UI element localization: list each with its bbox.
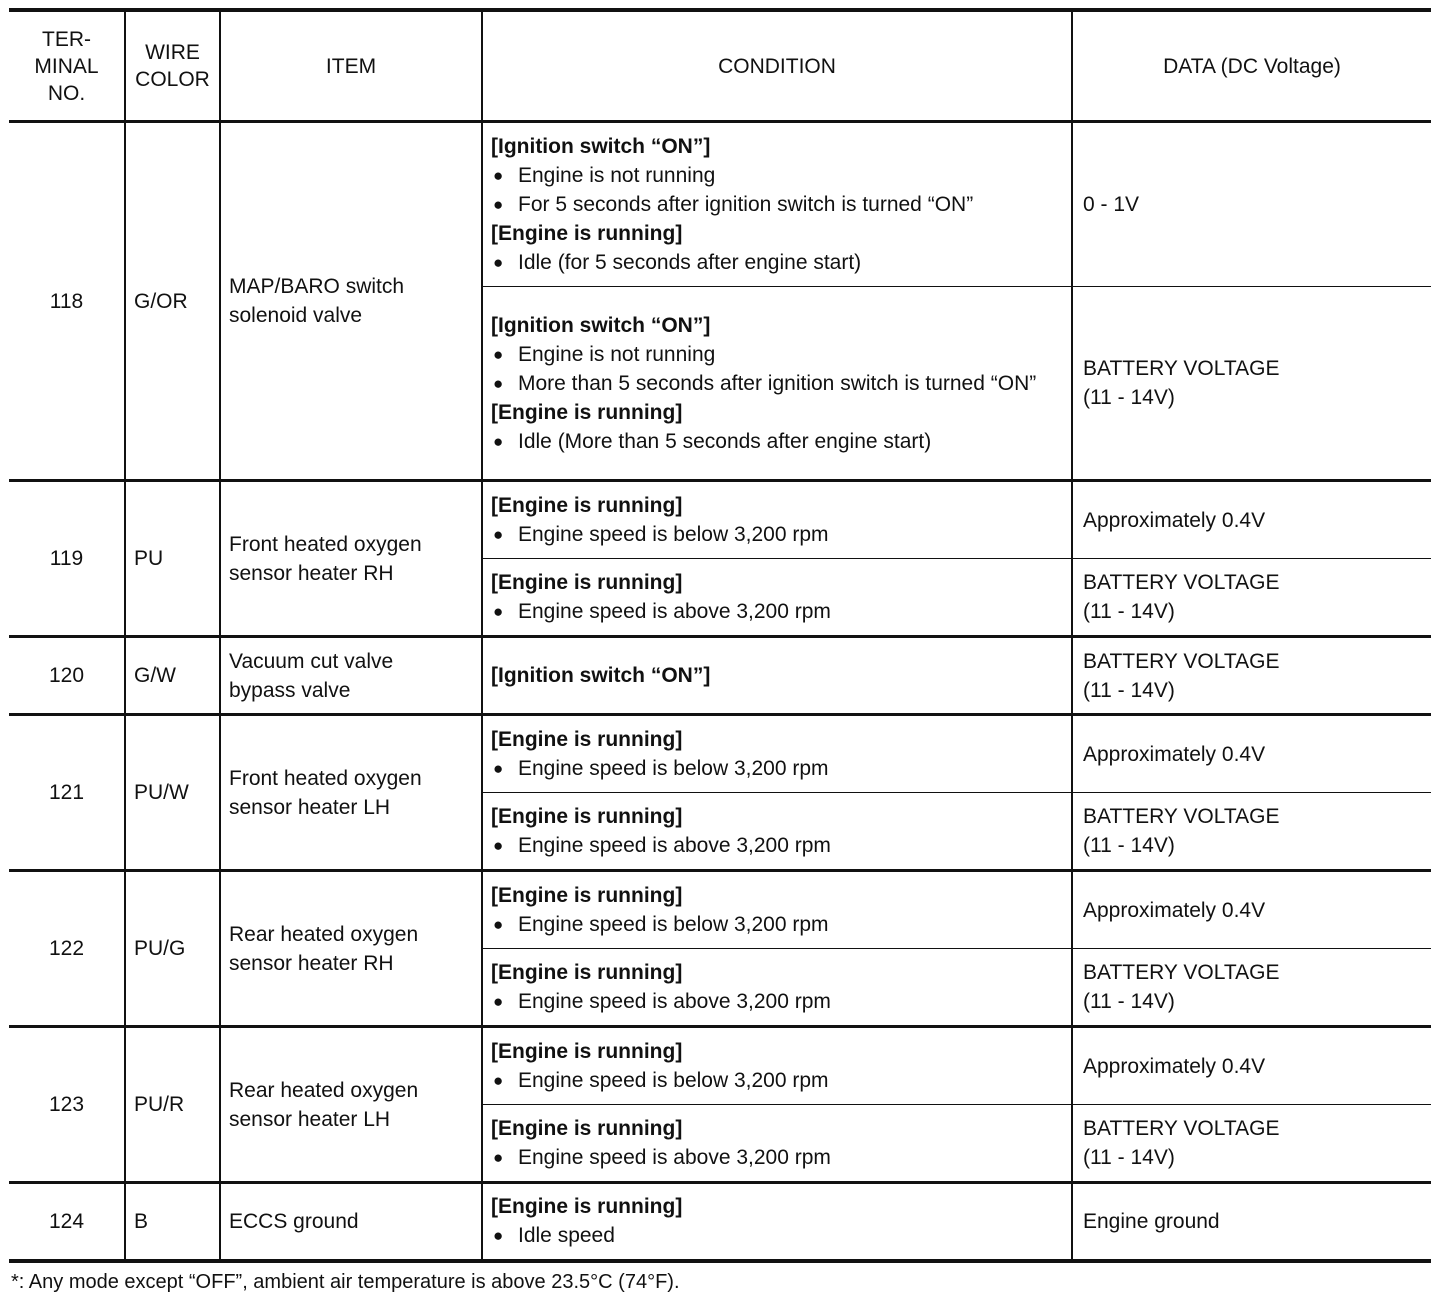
condition-heading: [Ignition switch “ON”]	[491, 135, 711, 158]
data-voltage: BATTERY VOLTAGE (11 - 14V)	[1072, 793, 1431, 871]
document	[9, 8, 1431, 1294]
condition-heading: [Engine is running]	[491, 222, 683, 245]
data-voltage: BATTERY VOLTAGE (11 - 14V)	[1072, 287, 1431, 481]
condition-bullet-text: More than 5 seconds after ignition switch is turned “ON”	[518, 371, 1037, 395]
condition-bullet-text: Idle (More than 5 seconds after engine start)	[518, 429, 932, 453]
bullet-dot-icon: ●	[493, 915, 504, 934]
condition-bullet	[491, 520, 1063, 549]
header-data: DATA (DC Voltage)	[1072, 10, 1431, 122]
terminal-number: 119	[9, 481, 125, 637]
bullet-dot-icon: ●	[493, 836, 504, 855]
terminal-number: 123	[9, 1027, 125, 1183]
condition-bullet-text: Engine speed is below 3,200 rpm	[518, 913, 829, 936]
item-name: ECCS ground	[220, 1183, 482, 1261]
item-name: MAP/BARO switch solenoid valve	[220, 122, 482, 481]
condition-bullet-text: Engine is not running	[518, 164, 716, 187]
bullet-dot-icon: ●	[493, 344, 504, 364]
condition-cell	[482, 1105, 1072, 1183]
data-voltage: BATTERY VOLTAGE (11 - 14V)	[1072, 637, 1431, 715]
data-voltage: Engine ground	[1072, 1183, 1431, 1261]
bullet-dot-icon: ●	[493, 1226, 504, 1246]
condition-bullet-text: Idle speed	[518, 1224, 615, 1248]
bullet-dot-icon: ●	[493, 253, 504, 272]
item-name: Vacuum cut valve bypass valve	[220, 637, 482, 715]
condition-heading: [Engine is running]	[491, 571, 683, 594]
condition-bullet	[491, 1221, 1063, 1250]
data-voltage: BATTERY VOLTAGE (11 - 14V)	[1072, 1105, 1431, 1183]
condition-cell	[482, 559, 1072, 637]
condition-bullet-text: Engine speed is above 3,200 rpm	[518, 834, 831, 857]
table-row	[9, 1027, 1431, 1105]
condition-heading: [Ignition switch “ON”]	[491, 313, 711, 337]
table-body	[9, 122, 1431, 1261]
bullet-dot-icon: ●	[493, 1071, 504, 1090]
bullet-dot-icon: ●	[493, 525, 504, 544]
condition-cell	[482, 122, 1072, 287]
condition-bullet	[491, 1143, 1063, 1172]
condition-bullet-text: Engine speed is above 3,200 rpm	[518, 600, 831, 623]
data-voltage: 0 - 1V	[1072, 122, 1431, 287]
condition-bullet	[491, 427, 1063, 456]
terminal-number: 124	[9, 1183, 125, 1261]
condition-bullet	[491, 597, 1063, 626]
data-voltage: BATTERY VOLTAGE (11 - 14V)	[1072, 559, 1431, 637]
wire-color: B	[125, 1183, 220, 1261]
condition-heading: [Ignition switch “ON”]	[491, 664, 711, 687]
wire-color: PU	[125, 481, 220, 637]
condition-heading: [Engine is running]	[491, 884, 683, 907]
condition-bullet	[491, 831, 1063, 860]
bullet-dot-icon: ●	[493, 759, 504, 778]
wire-color: G/OR	[125, 122, 220, 481]
condition-cell	[482, 481, 1072, 559]
condition-cell	[482, 715, 1072, 793]
data-voltage: Approximately 0.4V	[1072, 481, 1431, 559]
table-row	[9, 1183, 1431, 1261]
header-item: ITEM	[220, 10, 482, 122]
condition-bullet-text: Engine speed is below 3,200 rpm	[518, 523, 829, 546]
data-voltage: Approximately 0.4V	[1072, 871, 1431, 949]
table-row	[9, 637, 1431, 715]
data-voltage: Approximately 0.4V	[1072, 715, 1431, 793]
bullet-dot-icon: ●	[493, 431, 504, 451]
item-name: Rear heated oxygen sensor heater RH	[220, 871, 482, 1027]
condition-heading: [Engine is running]	[491, 805, 683, 828]
condition-heading: [Engine is running]	[491, 1040, 683, 1063]
condition-bullet	[491, 754, 1063, 783]
wire-color: PU/R	[125, 1027, 220, 1183]
bullet-dot-icon: ●	[493, 602, 504, 621]
table-row	[9, 122, 1431, 287]
footnote: *: Any mode except “OFF”, ambient air temperature is above 23.5°C (74°F).	[11, 1270, 680, 1293]
terminal-number: 120	[9, 637, 125, 715]
condition-bullet	[491, 369, 1063, 398]
wire-color: G/W	[125, 637, 220, 715]
condition-bullet-text: For 5 seconds after ignition switch is turned “ON”	[518, 193, 974, 216]
condition-heading: [Engine is running]	[491, 961, 683, 984]
condition-cell	[482, 287, 1072, 481]
header-condition: CONDITION	[482, 10, 1072, 122]
bullet-dot-icon: ●	[493, 195, 504, 214]
condition-bullet-text: Engine speed is below 3,200 rpm	[518, 757, 829, 780]
terminal-number: 122	[9, 871, 125, 1027]
condition-bullet	[491, 1066, 1063, 1095]
condition-bullet-text: Engine speed is above 3,200 rpm	[518, 990, 831, 1013]
condition-bullet-text: Engine speed is below 3,200 rpm	[518, 1069, 829, 1092]
condition-bullet-text: Engine speed is above 3,200 rpm	[518, 1146, 831, 1169]
terminal-data-table	[9, 8, 1431, 1263]
condition-heading: [Engine is running]	[491, 1117, 683, 1140]
data-voltage: BATTERY VOLTAGE (11 - 14V)	[1072, 949, 1431, 1027]
terminal-number: 118	[9, 122, 125, 481]
condition-bullet	[491, 161, 1063, 190]
item-name: Front heated oxygen sensor heater LH	[220, 715, 482, 871]
terminal-number: 121	[9, 715, 125, 871]
condition-cell	[482, 637, 1072, 715]
condition-bullet	[491, 190, 1063, 219]
condition-bullet-text: Idle (for 5 seconds after engine start)	[518, 251, 862, 274]
condition-cell	[482, 949, 1072, 1027]
header-terminal-no: TER- MINAL NO.	[9, 10, 125, 122]
condition-heading: [Engine is running]	[491, 728, 683, 751]
header-wire-color: WIRE COLOR	[125, 10, 220, 122]
condition-cell	[482, 871, 1072, 949]
condition-bullet-text: Engine is not running	[518, 342, 716, 366]
bullet-dot-icon: ●	[493, 166, 504, 185]
table-header-row	[9, 10, 1431, 122]
condition-cell	[482, 1027, 1072, 1105]
bullet-dot-icon: ●	[493, 992, 504, 1011]
item-name: Rear heated oxygen sensor heater LH	[220, 1027, 482, 1183]
wire-color: PU/W	[125, 715, 220, 871]
item-name: Front heated oxygen sensor heater RH	[220, 481, 482, 637]
bullet-dot-icon: ●	[493, 1148, 504, 1167]
data-voltage: Approximately 0.4V	[1072, 1027, 1431, 1105]
table-row	[9, 871, 1431, 949]
bullet-dot-icon: ●	[493, 373, 504, 393]
condition-bullet	[491, 248, 1063, 277]
table-row	[9, 481, 1431, 559]
condition-cell	[482, 1183, 1072, 1261]
table-row	[9, 715, 1431, 793]
condition-heading: [Engine is running]	[491, 400, 683, 424]
condition-heading: [Engine is running]	[491, 1195, 683, 1219]
condition-cell	[482, 793, 1072, 871]
condition-heading: [Engine is running]	[491, 494, 683, 517]
condition-bullet	[491, 987, 1063, 1016]
wire-color: PU/G	[125, 871, 220, 1027]
condition-bullet	[491, 910, 1063, 939]
condition-bullet	[491, 340, 1063, 369]
